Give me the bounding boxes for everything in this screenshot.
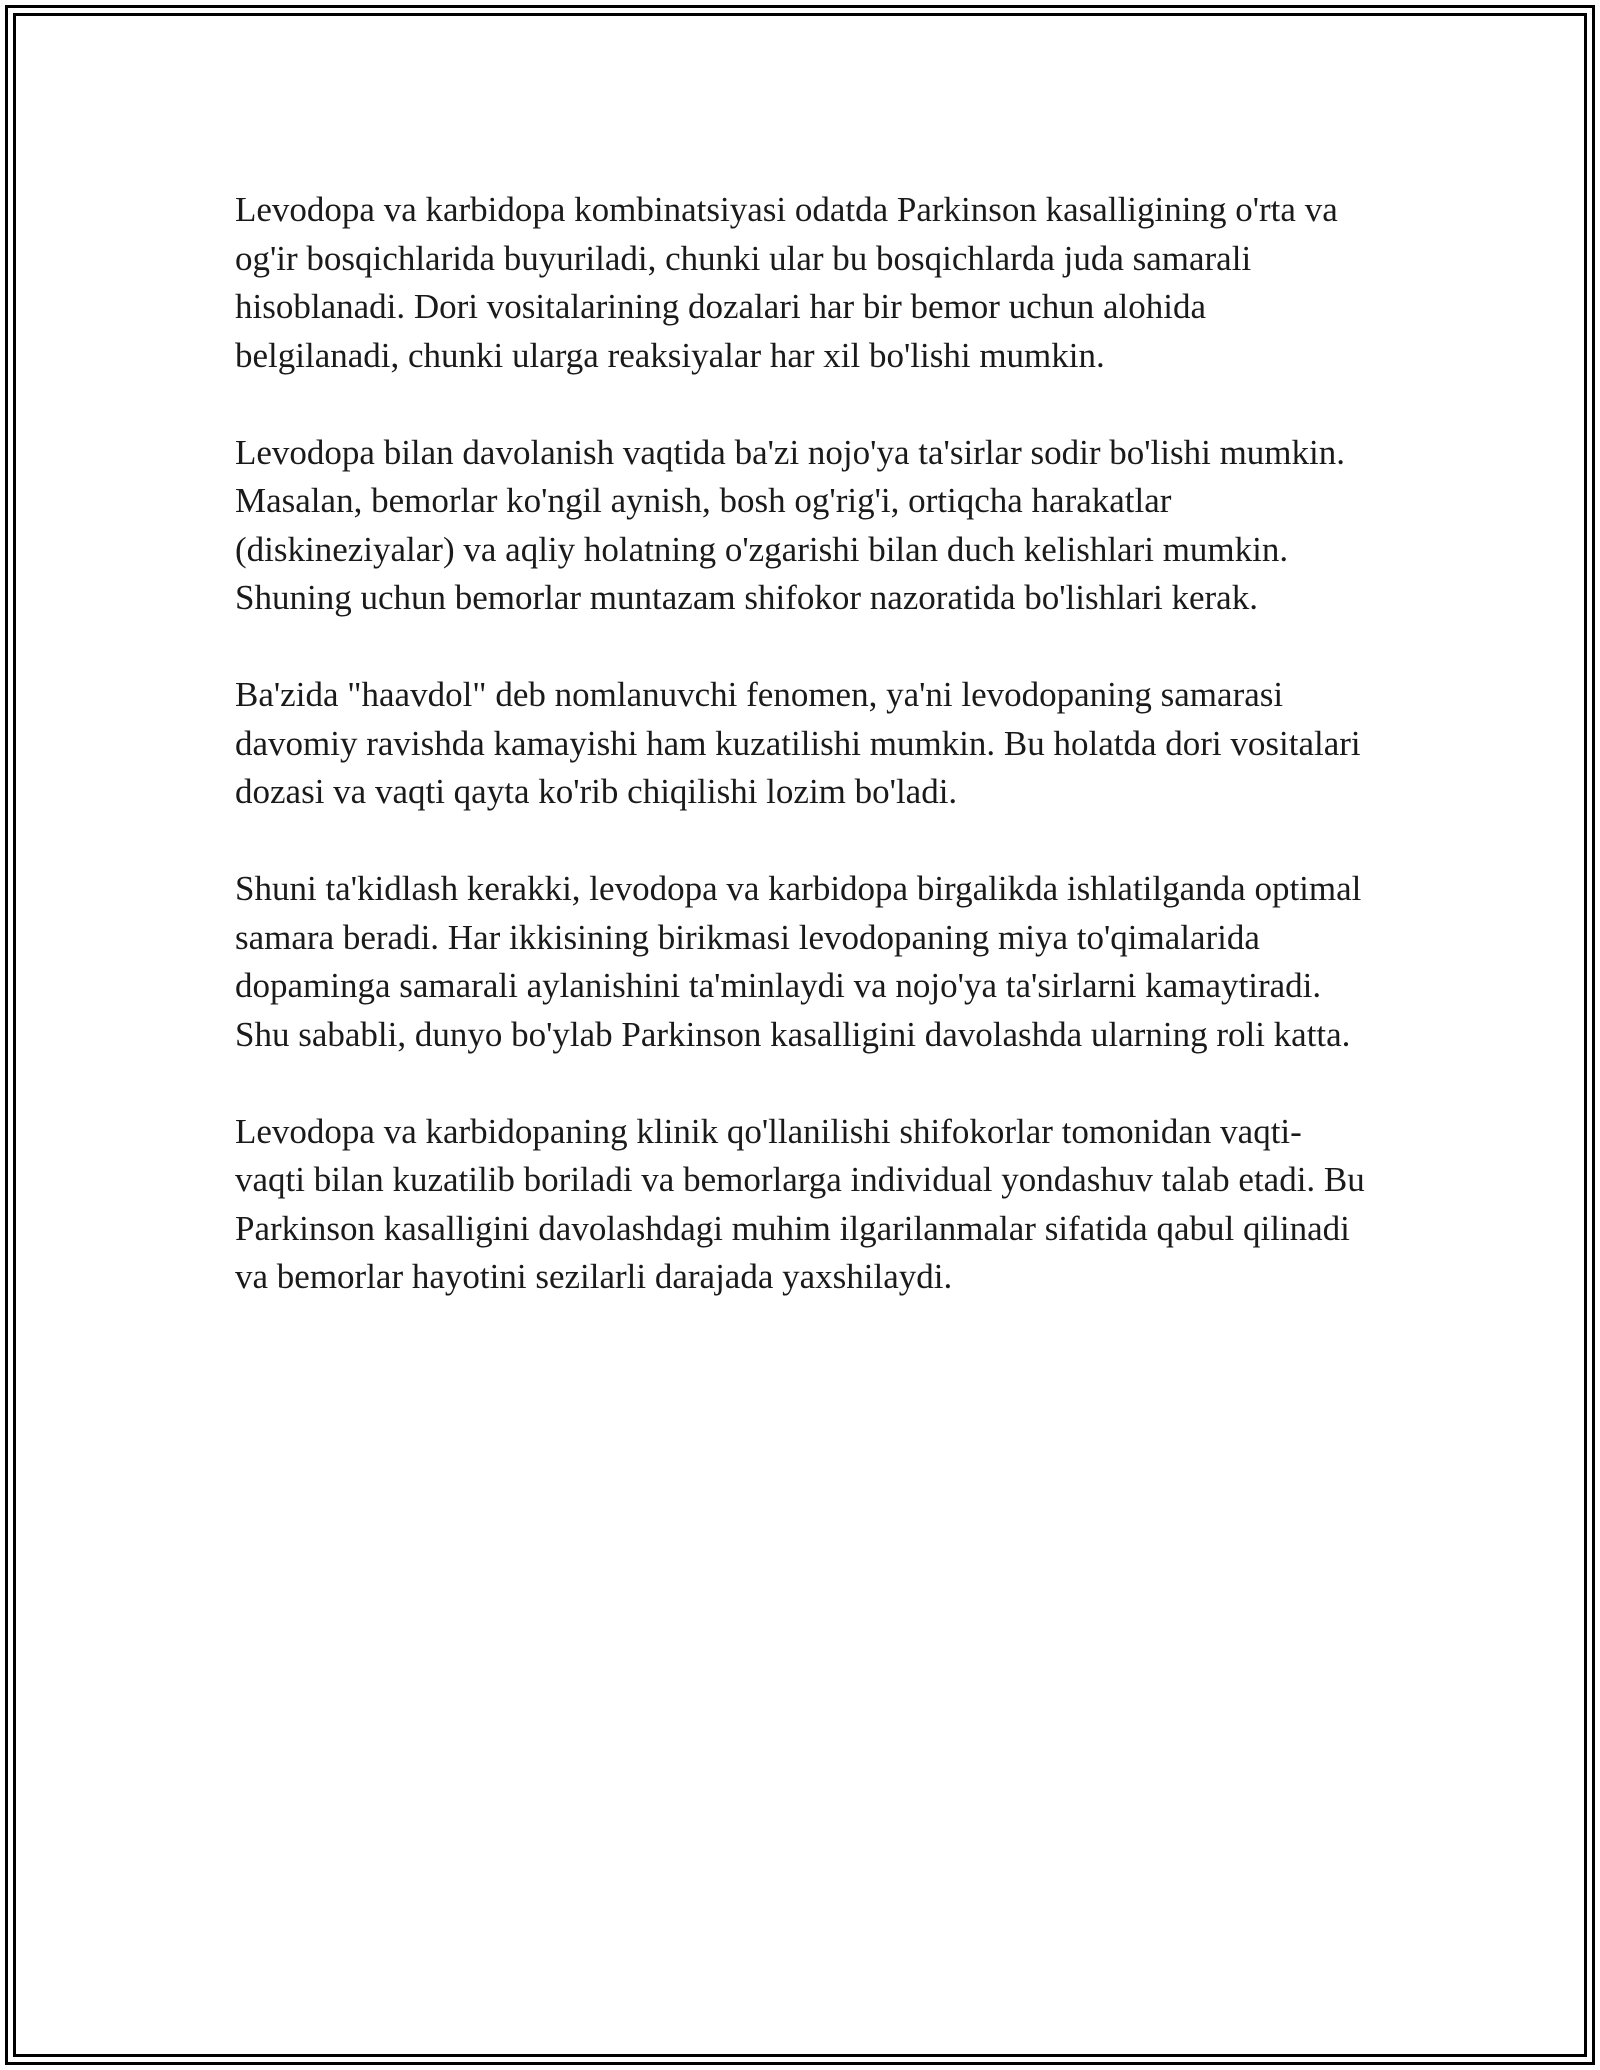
document-body: [235, 186, 1370, 1350]
paragraph-4: Shuni ta'kidlash kerakki, levodopa va karbidopa birgalikda ishlatilganda optimal samara beradi. Har ikkisining birikmasi levodopaning miya to'qimalarida dopaminga samarali aylanishini ta'minlaydi va nojo'ya ta'sirlarni kamaytiradi. Shu sababli, dunyo bo'ylab Parkinson kasalligini davolashda ularning roli katta.: [235, 869, 1362, 1054]
paragraph-1: Levodopa va karbidopa kombinatsiyasi odatda Parkinson kasalligining o'rta va og'ir bosqichlarida buyuriladi, chunki ular bu bosqichlarda juda samarali hisoblanadi. Dori vositalarining dozalari har bir bemor uchun alohida belgilanadi, chunki ularga reaksiyalar har xil bo'lishi mumkin.: [235, 190, 1338, 375]
paragraph-2: Levodopa bilan davolanish vaqtida ba'zi nojo'ya ta'sirlar sodir bo'lishi mumkin. Masalan, bemorlar ko'ngil aynish, bosh og'rig'i, ortiqcha harakatlar (diskineziyalar) va aqliy holatning o'zgarishi bilan duch kelishlari mumkin. Shuning uchun bemorlar muntazam shifokor nazoratida bo'lishlari kerak.: [235, 432, 1346, 617]
paragraph-3: Ba'zida "haavdol" deb nomlanuvchi fenomen, ya'ni levodopaning samarasi davomiy ravishda kamayishi ham kuzatilishi mumkin. Bu holatda dori vositalari dozasi va vaqti qayta ko'rib chiqilishi lozim bo'ladi.: [235, 675, 1361, 811]
paragraph-5: Levodopa va karbidopaning klinik qo'llanilishi shifokorlar tomonidan vaqti-vaqti bilan kuzatilib boriladi va bemorlarga individual yondashuv talab etadi. Bu Parkinson kasalligini davolashdagi muhim ilgarilanmalar sifatida qabul qilinadi va bemorlar hayotini sezilarli darajada yaxshilaydi.: [235, 1111, 1365, 1296]
